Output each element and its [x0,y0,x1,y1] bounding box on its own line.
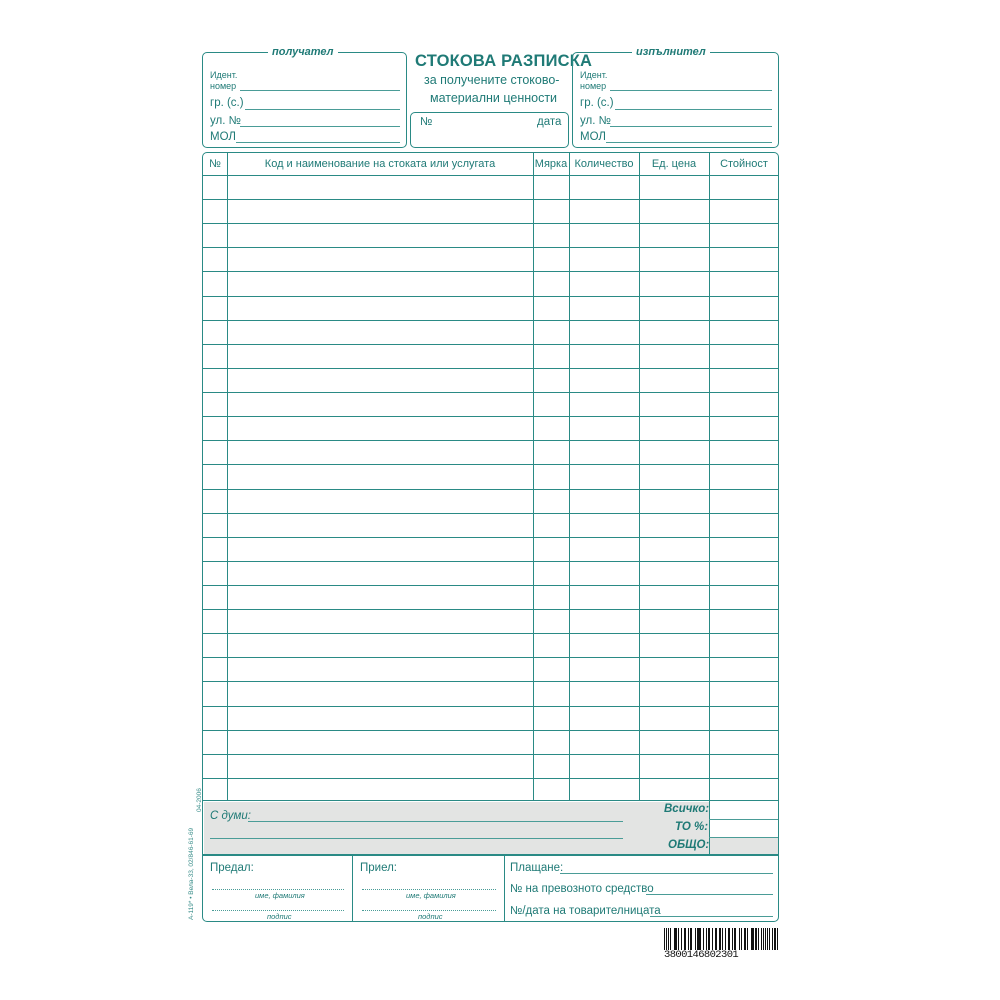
col-divider [227,153,228,801]
vat-label: ТО %: [675,821,709,833]
barcode-bar [735,928,736,950]
handed-over-signature-caption: подпис [267,912,292,921]
executor-mol-field[interactable] [606,142,772,143]
words-shade [204,802,709,854]
column-header-quantity: Количество [574,158,634,170]
barcode-bar [709,928,710,950]
barcode-bar [706,928,707,950]
executor-street-field[interactable] [610,126,772,127]
received-signature-field[interactable] [362,910,496,911]
waybill-field[interactable] [650,916,773,917]
table-row[interactable] [203,320,778,321]
table-row[interactable] [203,247,778,248]
vehicle-field[interactable] [646,894,773,895]
barcode-bar [722,928,723,950]
recipient-mol-label: МОЛ [210,131,236,143]
barcode-bar [741,928,742,950]
table-row[interactable] [203,223,778,224]
column-header-value: Стойност [720,158,768,170]
handed-over-name-field[interactable] [212,889,344,890]
barcode-bar [755,928,756,950]
table-row[interactable] [203,681,778,682]
barcode-bar [678,928,679,950]
received-label: Приел: [360,862,398,874]
in-words-field-1[interactable] [248,821,623,822]
barcode-bar [712,928,713,950]
waybill-label: №/дата на товарителницата [510,905,661,917]
barcode-bar [729,928,730,950]
barcode-bar [681,928,682,950]
recipient-header: получател [268,47,338,58]
total-value-shade [710,838,778,854]
barcode-bar [695,928,696,950]
table-row[interactable] [203,368,778,369]
executor-header: изпълнител [632,47,710,58]
table-row[interactable] [203,730,778,731]
executor-city-label: гр. (с.) [580,97,614,109]
vehicle-label: № на превозното средство [510,883,654,895]
barcode-bar [753,928,754,950]
table-row[interactable] [203,464,778,465]
items-table [202,152,779,801]
barcode-bar [772,928,773,950]
executor-street-label: ул. № [580,115,611,127]
in-words-field-2[interactable] [210,838,623,839]
table-row[interactable] [203,392,778,393]
recipient-ident-label-2: номер [210,81,237,91]
column-header-unit: Мярка [534,158,568,170]
barcode-bar [769,928,770,950]
handed-over-label: Предал: [210,862,254,874]
all-label: Всичко: [664,803,710,815]
barcode-bar [670,928,671,950]
barcode [664,928,778,962]
barcode-bar [664,928,665,950]
table-row[interactable] [203,657,778,658]
executor-ident-field[interactable] [610,90,772,91]
totals-row-line [709,837,778,838]
col-divider [533,153,534,801]
handed-over-name-caption: име, фамилия [255,891,305,900]
barcode-bar [716,928,717,950]
column-header-description: Код и наименование на стоката или услугата [264,158,496,170]
recipient-mol-field[interactable] [236,142,400,143]
table-row[interactable] [203,754,778,755]
table-row[interactable] [203,537,778,538]
table-row[interactable] [203,706,778,707]
table-row[interactable] [203,296,778,297]
document-subtitle-2: материални ценности [430,91,558,105]
barcode-bar [676,928,677,950]
table-row[interactable] [203,271,778,272]
barcode-bar [725,928,726,950]
received-name-field[interactable] [362,889,496,890]
barcode-bar [747,928,748,950]
footer-divider [352,856,353,921]
table-row[interactable] [203,609,778,610]
recipient-street-field[interactable] [240,126,400,127]
barcode-digits: 3800146802301 [664,949,739,961]
barcode-bar [763,928,764,950]
barcode-bar [668,928,669,950]
table-row[interactable] [203,416,778,417]
handed-over-signature-field[interactable] [212,910,344,911]
col-divider [709,153,710,801]
print-code-side-text: А-119* • Вела-33, 02/846-61-69 [188,827,195,920]
barcode-bar [700,928,701,950]
barcode-bar [745,928,746,950]
column-header-unit-price: Ед. цена [651,158,697,170]
executor-ident-label-2: номер [580,81,607,91]
table-row[interactable] [203,175,778,176]
executor-city-field[interactable] [615,109,772,110]
recipient-city-label: гр. (с.) [210,97,244,109]
barcode-bar [691,928,692,950]
number-label: № [420,116,433,128]
document-title: СТОКОВА РАЗПИСКА [415,52,593,70]
barcode-bar [774,928,775,950]
payment-label: Плащане: [510,862,564,874]
table-row[interactable] [203,585,778,586]
barcode-bar [720,928,721,950]
barcode-bar [732,928,733,950]
recipient-street-label: ул. № [210,115,241,127]
table-row[interactable] [203,489,778,490]
date-label: дата [537,116,562,128]
document-subtitle-1: за получените стоково- [424,73,560,87]
barcode-bar [765,928,766,950]
payment-field[interactable] [560,873,773,874]
barcode-bar [777,928,778,950]
table-row[interactable] [203,440,778,441]
barcode-bar [703,928,704,950]
totals-row-line [709,819,778,820]
barcode-bar [685,928,686,950]
recipient-ident-label-1: Идент. [210,70,238,80]
barcode-bar [758,928,759,950]
footer-divider [504,856,505,921]
col-divider [639,153,640,801]
table-row[interactable] [203,778,778,779]
executor-mol-label: МОЛ [580,131,606,143]
barcode-bar [739,928,740,950]
total-label: ОБЩО: [668,839,710,851]
recipient-ident-field[interactable] [240,90,400,91]
column-header-number: № [209,158,221,170]
table-row[interactable] [203,199,778,200]
recipient-city-field[interactable] [245,109,400,110]
table-row[interactable] [203,633,778,634]
barcode-bars [664,928,778,950]
received-name-caption: име, фамилия [406,891,456,900]
table-row[interactable] [203,561,778,562]
in-words-label: С думи: [210,810,251,822]
executor-ident-label-1: Идент. [580,70,608,80]
col-divider [569,153,570,801]
table-row[interactable] [203,344,778,345]
table-row[interactable] [203,513,778,514]
print-date-side-text: 04-2006 [196,788,203,812]
received-signature-caption: подпис [418,912,443,921]
barcode-bar [688,928,689,950]
